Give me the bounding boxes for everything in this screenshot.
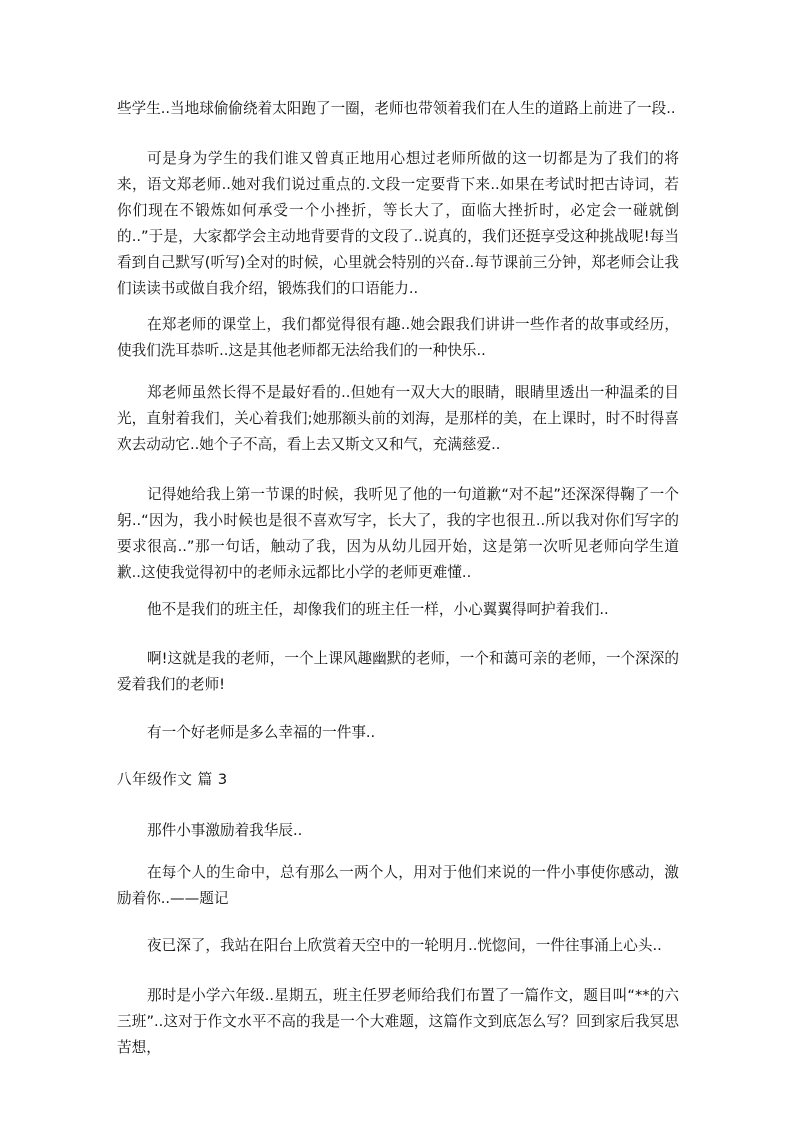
paragraph-continuation: 些学生..当地球偷偷绕着太阳跑了一圈，老师也带领着我们在人生的道路上前进了一段.. bbox=[117, 100, 676, 117]
paragraph-epigraph: 在每个人的生命中，总有那么一两个人，用对于他们来说的一件小事使你感动，激励着你..——题记 bbox=[117, 864, 679, 907]
paragraph-interesting-class: 在郑老师的课堂上，我们都觉得很有趣..她会跟我们讲讲一些作者的故事或经历，使我们洗耳恭听..这是其他老师都无法给我们的一种快乐.. bbox=[117, 316, 679, 359]
paragraph-this-is-my-teacher: 啊!这就是我的老师，一个上课风趣幽默的老师，一个和蔼可亲的老师，一个深深的爱着我们的老师! bbox=[117, 650, 679, 693]
paragraph-good-teacher-happiness: 有一个好老师是多么幸福的一件事.. bbox=[147, 724, 376, 741]
paragraph-teacher-appearance: 郑老师虽然长得不是最好看的..但她有一双大大的眼睛，眼睛里透出一种温柔的目光，直射着我们，关心着我们;她那额头前的刘海，是那样的美，在上课时，时不时得喜欢去动动它..她个子不高，看上去又斯文又和气，充满慈爱.. bbox=[117, 384, 679, 453]
paragraph-sixth-grade: 那时是小学六年级..星期五，班主任罗老师给我们布置了一篇作文，题目叫“**的六三班”..这对于作文水平不高的我是一个大难题，这篇作文到底怎么写？回到家后我冥思苦想， bbox=[117, 987, 679, 1056]
paragraph-not-homeroom-teacher: 他不是我们的班主任，却像我们的班主任一样，小心翼翼得呵护着我们.. bbox=[147, 601, 609, 618]
section-heading: 八年级作文 篇 3 bbox=[117, 771, 228, 788]
paragraph-zheng-teacher-recitation: 可是身为学生的我们谁又曾真正地用心想过老师所做的这一切都是为了我们的将来，语文郑老师..她对我们说过重点的.文段一定要背下来..如果在考试时把古诗词，若你们现在不锻炼如何承受一个小挫折，等长大了，面临大挫折时，必定会一碰就倒的..”于是，大家都学会主动地背要背的文段了..说真的，我们还挺享受这种挑战呢!每当看到自己默写(听写)全对的时候，心里就会特别的兴奋..每节课前三分钟，郑老师会让我们读读书或做自我介绍，锻炼我们的口语能力.. bbox=[117, 150, 679, 297]
essay-title: 那件小事激励着我华辰.. bbox=[147, 822, 303, 839]
paragraph-night-balcony: 夜已深了，我站在阳台上欣赏着天空中的一轮明月..恍惚间，一件往事涌上心头.. bbox=[147, 937, 662, 954]
paragraph-first-lesson: 记得她给我上第一节课的时候，我听见了他的一句道歉“对不起”还深深得鞠了一个躬..“因为，我小时候也是很不喜欢写字，长大了，我的字也很丑..所以我对你们写字的要求很高..”那一句话，触动了我，因为从幼儿园开始，这是第一次听见老师向学生道歉..这使我觉得初中的老师永远都比小学的老师更难懂.. bbox=[117, 486, 679, 581]
